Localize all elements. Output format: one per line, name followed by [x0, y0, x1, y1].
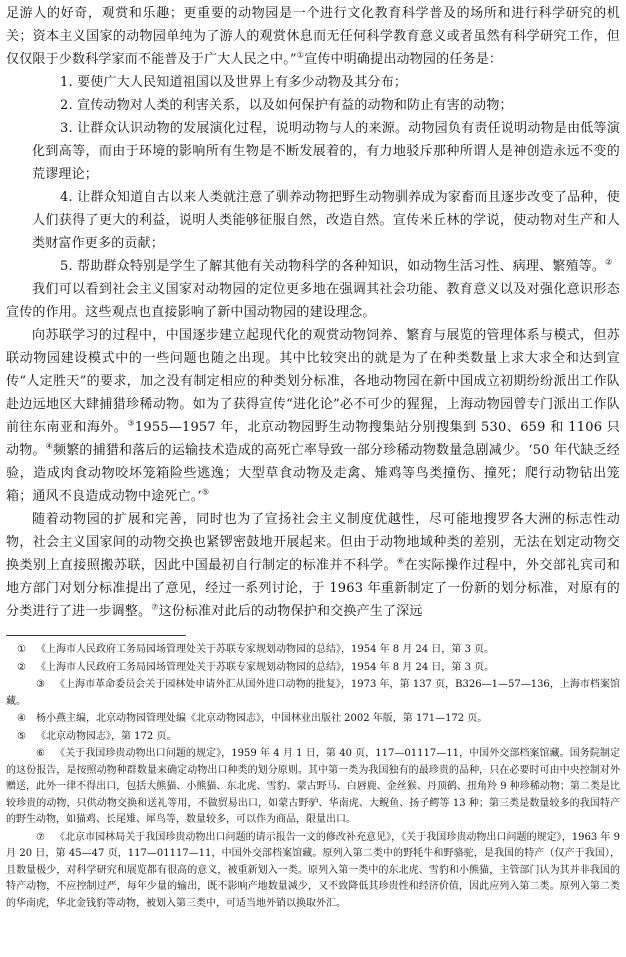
footnotes: [6, 642, 620, 912]
footnote-text: 《上海市人民政府工务局园场管理处关于苏联专家规划动物园的总结》，1954 年 8 月 24 日，第 3 页。: [36, 661, 495, 673]
footnote: [6, 677, 620, 710]
footnote: [6, 830, 620, 913]
footnote: [6, 729, 620, 746]
footnote-ref[interactable]: ⑥: [396, 556, 405, 566]
footnote-number: ⑥: [36, 748, 45, 759]
footnote-text: 《关于我国珍贵动物出口问题的规定》，1959 年 4 月 1 日，第 40 页，117—01117—11，中国外交部档案馆藏。国务院制定的这份报告，是按照动物种群数量来确定动物出口种类的划分原则。其中第一类为我国独有的最珍贵的品种，只在必要时可由中央控制对外赠送，此外一律不得出口，包括大熊猫、小熊猫、东北虎、雪豹、蒙古野马、白唇鹿、金丝猴、丹顶鹤、扭角羚 9 种珍稀动物；第二类是比较珍贵的动物，只供动物交换和送礼等用，不做贸易出口，如蒙古野驴、华南虎、大鲵鱼、扬子鳄等 13 种；第三类是数量较多的我国特产的野生动物，如猫鸡、长尾雉、犀鸟等，数量较多，可以作为商品，限量出口。: [6, 748, 620, 825]
footnote-text: 《上海市革命委员会关于园林处申请外汇从国外进口动物的批复》，1973 年，第 137 页，B326—1—57—136，上海市档案馆藏。: [6, 679, 620, 707]
footnote: [6, 746, 620, 829]
paragraph: 随着动物园的扩展和完善，同时也为了宣扬社会主义制度优越性，尽可能地搜罗各大洲的标志性动物，社会主义国家间的动物交换也紧锣密鼓地开展起来。但由于动物地域种类的差别，无法在划定动物交换类别上直接照搬苏联，因此中国最初自行制定的标准并不科学。⑥在实际操作过程中，外交部礼宾司和地方部门对划分标准提出了意见，经过一系列讨论，于 1963 年重新制定了一份新的划分标准，对原有的分类进行了进一步调整。⑦这份标准对此后的动物保护和交换产生了深远: [6, 512, 620, 619]
paragraph: 向苏联学习的过程中，中国逐步建立起现代化的观赏动物饲养、繁育与展览的管理体系与模式，但苏联动物园建设模式中的一些问题也随之出现。其中比较突出的就是为了在种类数量上求大求全和达到宣传“人定胜天”的要求，加之没有制定相应的种类划分标准，各地动物园在新中国成立初期纷纷派出工作队赴边远地区大肆捕猎珍稀动物。如为了获得宣传“进化论”必不可少的猩猩，上海动物园曾专门派出工作队前往东南亚和海外。③1955—1957 年，北京动物园野生动物搜集站分别搜集到 530、659 和 1106 只动物。④频繁的捕猎和落后的运输技术造成的高死亡率导致一部分珍稀动物数量急剧减少。‘50 年代缺乏经验，造成肉食动物咬坏笼箱险些逃逸；大型草食动物及走禽、雉鸡等鸟类撞伤、撞死；爬行动物钻出笼箱；通风不良造成动物中途死亡。’⑤: [6, 328, 621, 504]
footnote-text: 杨小燕主编，北京动物园管理处编《北京动物园志》，中国林业出版社 2002 年版，第 171—172 页。: [36, 713, 488, 724]
task-item: 4. 让群众知道自古以来人类就注意了驯养动物把野生动物驯养成为家畜而且逐步改变了品种，使人们获得了更大的利益，说明人类能够征服自然，改造自然。宣传米丘林的学说，使动物对生产和人类财富作更多的贡献；: [32, 190, 620, 251]
footnote-ref[interactable]: ③: [127, 418, 135, 428]
footnote: [6, 711, 620, 728]
footnote-number: ④: [17, 713, 26, 724]
footnote-ref[interactable]: ⑦: [151, 602, 159, 612]
footnote-number: ①: [17, 644, 26, 655]
footnote-text: 《上海市人民政府工务局园场管理处关于苏联专家规划动物园的总结》，1954 年 8 月 24 日，第 3 页。: [36, 644, 495, 655]
footnote-text: 《北京市园林局关于我国珍贵动物出口问题的请示报告一文的修改补充意见》，《关于我国珍贵动物出口问题的规定》，1963 年 9 月 20 日，第 45—47 页，117—01117—11，中国外交部档案馆藏。原列入第二类中的野牦牛和野骆驼，是我国的特产（仅产于我国），且数量极少，对科学研究和展览都有很高的意义，被重新划入一类。原列入第一类中的东北虎、雪豹和小熊猫，主管部门认为其并非我国的特产动物，不应控制过严，每年少量的输出，既不影响产地数量减少，又不致降低其珍贵性和经济价值，因此应列入第二类。原列入第二类的华南虎，华北金钱豹等动物，被划入第三类中，可适当地外销以换取外汇。: [6, 831, 620, 909]
footnote-ref[interactable]: ②: [605, 257, 613, 267]
footnote-divider: [6, 635, 186, 636]
footnote-ref[interactable]: ⑤: [201, 487, 210, 497]
footnote: [6, 642, 620, 659]
footnote-ref[interactable]: ①: [296, 50, 305, 60]
footnote-number: ②: [17, 661, 26, 673]
footnote-ref[interactable]: ④: [45, 441, 54, 451]
footnote-number: ⑦: [36, 831, 45, 843]
footnote: [6, 660, 620, 677]
task-item: 2. 宣传动物对人类的利害关系，以及如何保护有益的动物和防止有害的动物；: [60, 98, 513, 113]
task-item: 5. 帮助群众特别是学生了解其他有关动物科学的各种知识，如动物生活习性、病理、繁殖等。②: [60, 257, 613, 274]
footnote-number: ③: [36, 679, 45, 690]
paragraph: 我们可以看到社会主义国家对动物园的定位更多地在强调其社会功能、教育意义以及对强化意识形态宣传的作用。这些观点也直接影响了新中国动物园的建设理念。: [6, 282, 620, 320]
body-text: [6, 2, 620, 623]
task-item: 1. 要使广大人民知道祖国以及世界上有多少动物及其分布；: [60, 75, 408, 90]
paragraph: 足游人的好奇，观赏和乐趣；更重要的动物园是一个进行文化教育科学普及的场所和进行科学研究的机关；资本主义国家的动物园单纯为了游人的观赏休息而无任何科学教育意义或者虽然有科学研究工作，但仅仅限于少数科学家而不能普及于广大人民之中。”①宣传中明确提出动物园的任务是：: [6, 6, 620, 67]
task-item: 3. 让群众认识动物的发展演化过程，说明动物与人的来源。动物园负有责任说明动物是由低等演化到高等，而由于环境的影响所有生物是不断发展着的，有力地驳斥那种所谓人是神创造永远不变的荒谬理论；: [32, 121, 620, 182]
footnote-text: 《北京动物园志》，第 172 页。: [36, 730, 177, 742]
footnote-number: ⑤: [17, 730, 26, 742]
